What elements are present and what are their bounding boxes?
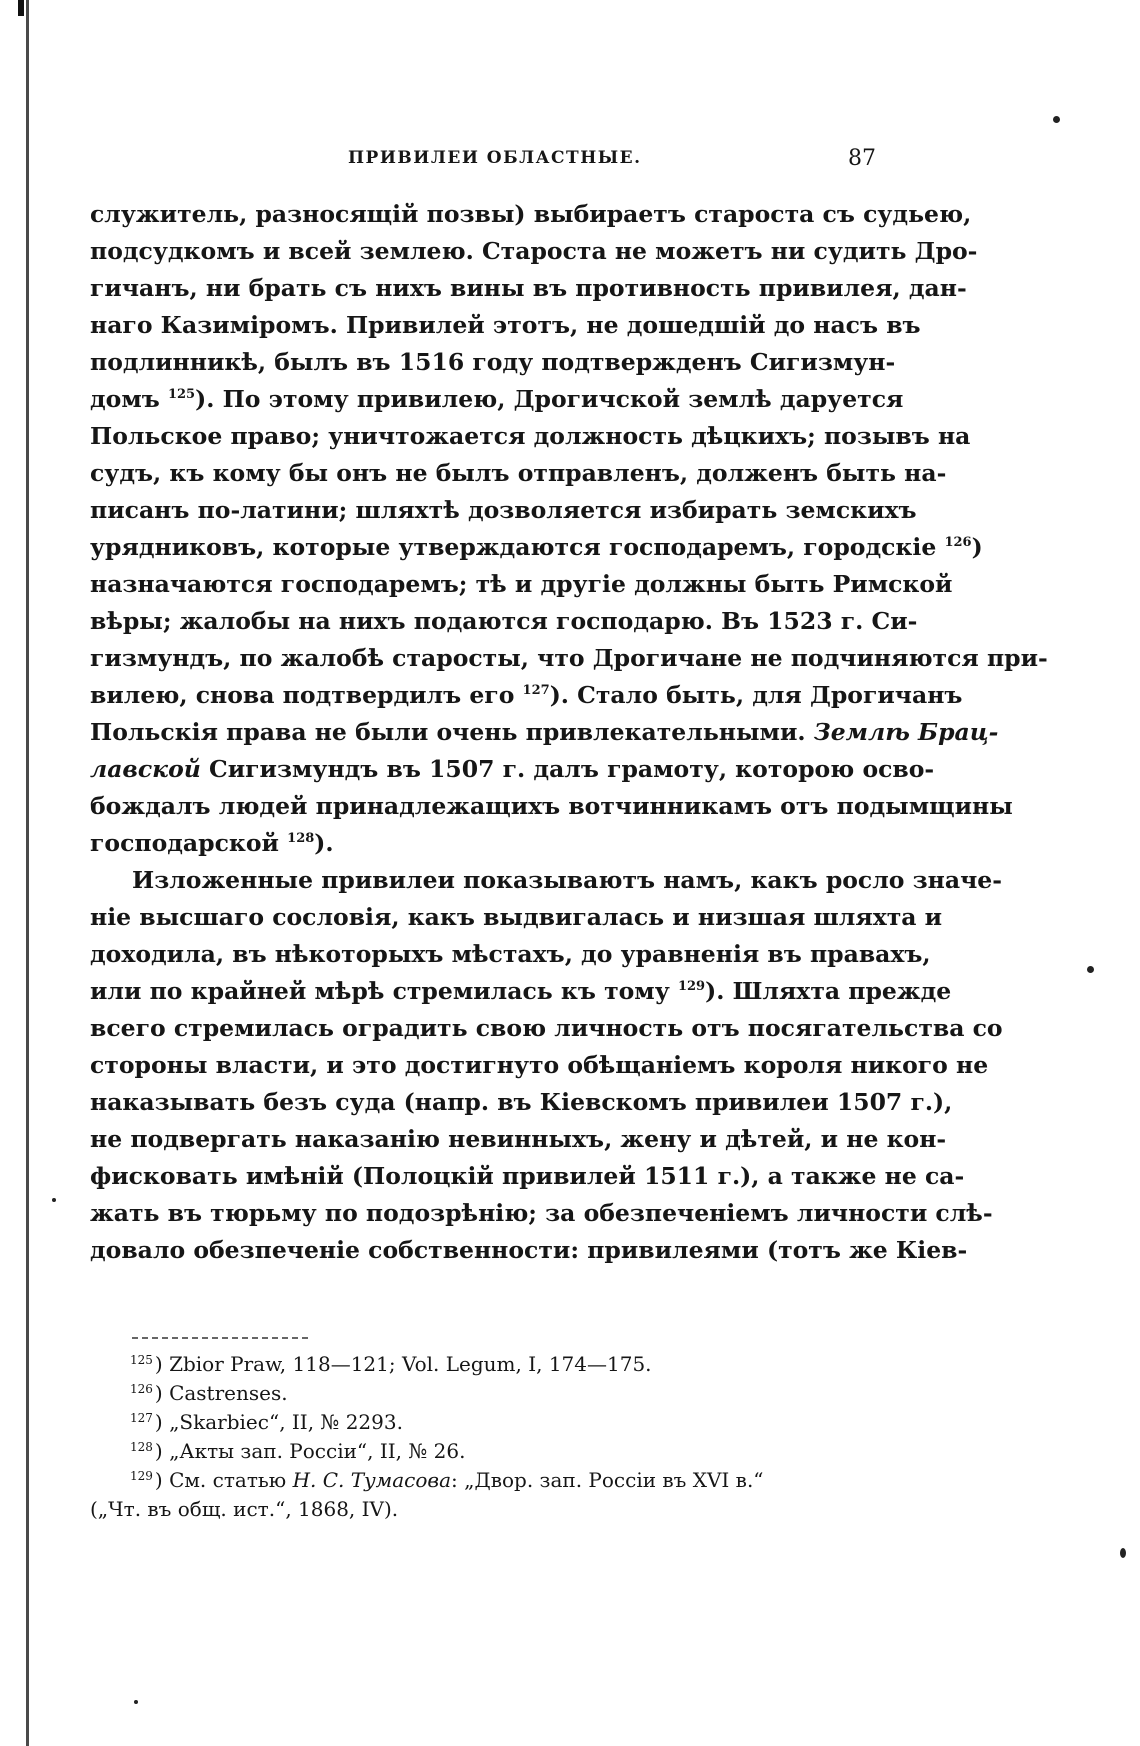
footnotes bbox=[90, 1350, 880, 1524]
text-segment: вилею, снова подтвердилъ его bbox=[90, 681, 523, 709]
binding-edge-mark bbox=[18, 0, 24, 16]
text-segment: („Чт. въ общ. ист.“, 1868, IV). bbox=[90, 1497, 399, 1521]
text-segment: служитель, разносящій позвы) выбираетъ староста съ судьею, bbox=[90, 200, 972, 228]
page-number: 87 bbox=[848, 146, 876, 171]
italic-text: Н. С. Тумасова bbox=[292, 1468, 451, 1492]
binding-edge-line bbox=[26, 0, 29, 1746]
text-segment: ). bbox=[314, 829, 334, 857]
text-line bbox=[90, 751, 935, 788]
text-line bbox=[90, 788, 1013, 825]
text-segment: подлинникѣ, былъ въ 1516 году подтвержденъ Сигизмун- bbox=[90, 348, 896, 376]
text-line bbox=[90, 1232, 968, 1269]
text-segment: подсудкомъ и всей землею. Староста не можетъ ни судить Дро- bbox=[90, 237, 978, 265]
text-segment: довало обезпеченіе собственности: привилеями (тотъ же Кіев- bbox=[90, 1236, 968, 1264]
ink-speck bbox=[134, 1700, 138, 1704]
text-segment: ) „Skarbiec“, II, № 2293. bbox=[154, 1410, 403, 1434]
text-segment: не подвергать наказанію невинныхъ, жену и дѣтей, и не кон- bbox=[90, 1125, 947, 1153]
text-segment: доходила, въ нѣкоторыхъ мѣстахъ, до уравненія въ правахъ, bbox=[90, 940, 931, 968]
text-line bbox=[90, 936, 931, 973]
text-segment: ). Стало быть, для Дрогичанъ bbox=[549, 681, 963, 709]
footnote-ref: 127 bbox=[522, 683, 550, 698]
text-segment: гизмундъ, по жалобѣ старосты, что Дрогичане не подчиняются при- bbox=[90, 644, 1048, 672]
text-segment: Польскія права не были очень привлекательными. bbox=[90, 718, 814, 746]
text-segment: жать въ тюрьму по подозрѣнію; за обезпеченіемъ личности слѣ- bbox=[90, 1199, 993, 1227]
footnote-ref: 125 bbox=[167, 387, 196, 402]
text-line bbox=[90, 677, 963, 714]
text-segment: ) См. статью bbox=[154, 1468, 293, 1492]
text-segment: ніе высшаго сословія, какъ выдвигалась и низшая шляхта и bbox=[90, 903, 943, 931]
footnote-separator bbox=[132, 1337, 308, 1339]
text-line bbox=[90, 1047, 989, 1084]
text-line bbox=[90, 862, 1002, 899]
text-line bbox=[90, 1158, 965, 1195]
page-header bbox=[90, 146, 880, 176]
text-line bbox=[90, 196, 972, 233]
text-line bbox=[90, 640, 1048, 677]
footnote-line bbox=[90, 1350, 880, 1379]
text-segment: ) bbox=[971, 533, 983, 561]
text-segment: гичанъ, ни брать съ нихъ вины въ противность привилея, дан- bbox=[90, 274, 967, 302]
text-segment: Польское право; уничтожается должность дѣцкихъ; позывъ на bbox=[90, 422, 971, 450]
running-head: ПРИВИЛЕИ ОБЛАСТНЫЕ. bbox=[348, 148, 642, 168]
text-line bbox=[90, 714, 999, 751]
text-line bbox=[90, 381, 904, 418]
text-segment: писанъ по-латини; шляхтѣ дозволяется избирать земскихъ bbox=[90, 496, 917, 524]
text-line bbox=[90, 344, 896, 381]
text-segment: Изложенные привилеи показываютъ намъ, какъ росло значе- bbox=[132, 866, 1002, 894]
text-segment: бождалъ людей принадлежащихъ вотчинникамъ отъ подымщины bbox=[90, 792, 1013, 820]
ink-speck bbox=[1087, 966, 1094, 973]
text-segment: : „Двор. зап. Россіи въ XVI в.“ bbox=[451, 1468, 764, 1492]
ink-speck bbox=[1053, 116, 1060, 123]
text-segment: ) „Акты зап. Россіи“, II, № 26. bbox=[154, 1439, 466, 1463]
text-line bbox=[90, 455, 947, 492]
text-segment: господарской bbox=[90, 829, 288, 857]
text-line bbox=[90, 1084, 953, 1121]
footnote-number: 129 bbox=[130, 1469, 153, 1483]
footnote-ref: 126 bbox=[944, 535, 972, 550]
footnote-line bbox=[90, 1495, 880, 1524]
text-line bbox=[90, 566, 953, 603]
text-line bbox=[90, 492, 917, 529]
footnote-number: 125 bbox=[130, 1353, 153, 1367]
text-segment: Сигизмундъ въ 1507 г. далъ грамоту, которою осво- bbox=[200, 755, 935, 783]
footnote-ref: 129 bbox=[677, 979, 706, 994]
footnote-number: 126 bbox=[130, 1382, 153, 1396]
text-segment: стороны власти, и это достигнуто обѣщаніемъ короля никого не bbox=[90, 1051, 989, 1079]
italic-text: лавской bbox=[90, 755, 201, 783]
footnote-number: 127 bbox=[130, 1411, 153, 1425]
text-segment: судъ, къ кому бы онъ не былъ отправленъ, долженъ быть на- bbox=[90, 459, 947, 487]
text-segment: или по крайней мѣрѣ стремилась къ тому bbox=[90, 977, 678, 1005]
text-segment: урядниковъ, которые утверждаются господаремъ, городскіе bbox=[90, 533, 945, 561]
footnote-line bbox=[90, 1466, 880, 1495]
footnote-ref: 128 bbox=[287, 831, 315, 846]
footnote-line bbox=[90, 1437, 880, 1466]
text-line bbox=[90, 825, 880, 862]
text-segment: ). Шляхта прежде bbox=[705, 977, 952, 1005]
text-segment: домъ bbox=[90, 385, 168, 413]
text-line bbox=[90, 899, 943, 936]
text-segment: ) Zbior Praw, 118—121; Vol. Legum, I, 174—175. bbox=[154, 1352, 652, 1376]
text-line bbox=[90, 1010, 1003, 1047]
text-segment: ). По этому привилею, Дрогичской землѣ даруется bbox=[195, 385, 904, 413]
ink-speck bbox=[1120, 1548, 1126, 1558]
text-line bbox=[90, 418, 971, 455]
text-line bbox=[90, 603, 918, 640]
text-segment: ) Castrenses. bbox=[154, 1381, 288, 1405]
text-line bbox=[90, 1121, 947, 1158]
main-text bbox=[90, 196, 1048, 1269]
ink-speck bbox=[52, 1198, 56, 1202]
footnote-line bbox=[90, 1408, 880, 1437]
text-line bbox=[90, 529, 983, 566]
text-segment: назначаются господаремъ; тѣ и другіе должны быть Римской bbox=[90, 570, 953, 598]
text-line bbox=[90, 307, 921, 344]
text-segment: наго Казиміромъ. Привилей этотъ, не дошедшій до насъ въ bbox=[90, 311, 921, 339]
footnote-number: 128 bbox=[130, 1440, 153, 1454]
text-segment: наказывать безъ суда (напр. въ Кіевскомъ привилеи 1507 г.), bbox=[90, 1088, 953, 1116]
text-segment: фисковать имѣній (Полоцкій привилей 1511 г.), а также не са- bbox=[90, 1162, 965, 1190]
text-segment: всего стремилась оградить свою личность отъ посягательства со bbox=[90, 1014, 1003, 1042]
text-line bbox=[90, 270, 967, 307]
text-segment: вѣры; жалобы на нихъ подаются господарю. Въ 1523 г. Си- bbox=[90, 607, 918, 635]
italic-text: Землѣ Брац- bbox=[813, 718, 999, 746]
text-line bbox=[90, 1195, 993, 1232]
footnote-line bbox=[90, 1379, 880, 1408]
text-line bbox=[90, 233, 978, 270]
text-line bbox=[90, 973, 952, 1010]
